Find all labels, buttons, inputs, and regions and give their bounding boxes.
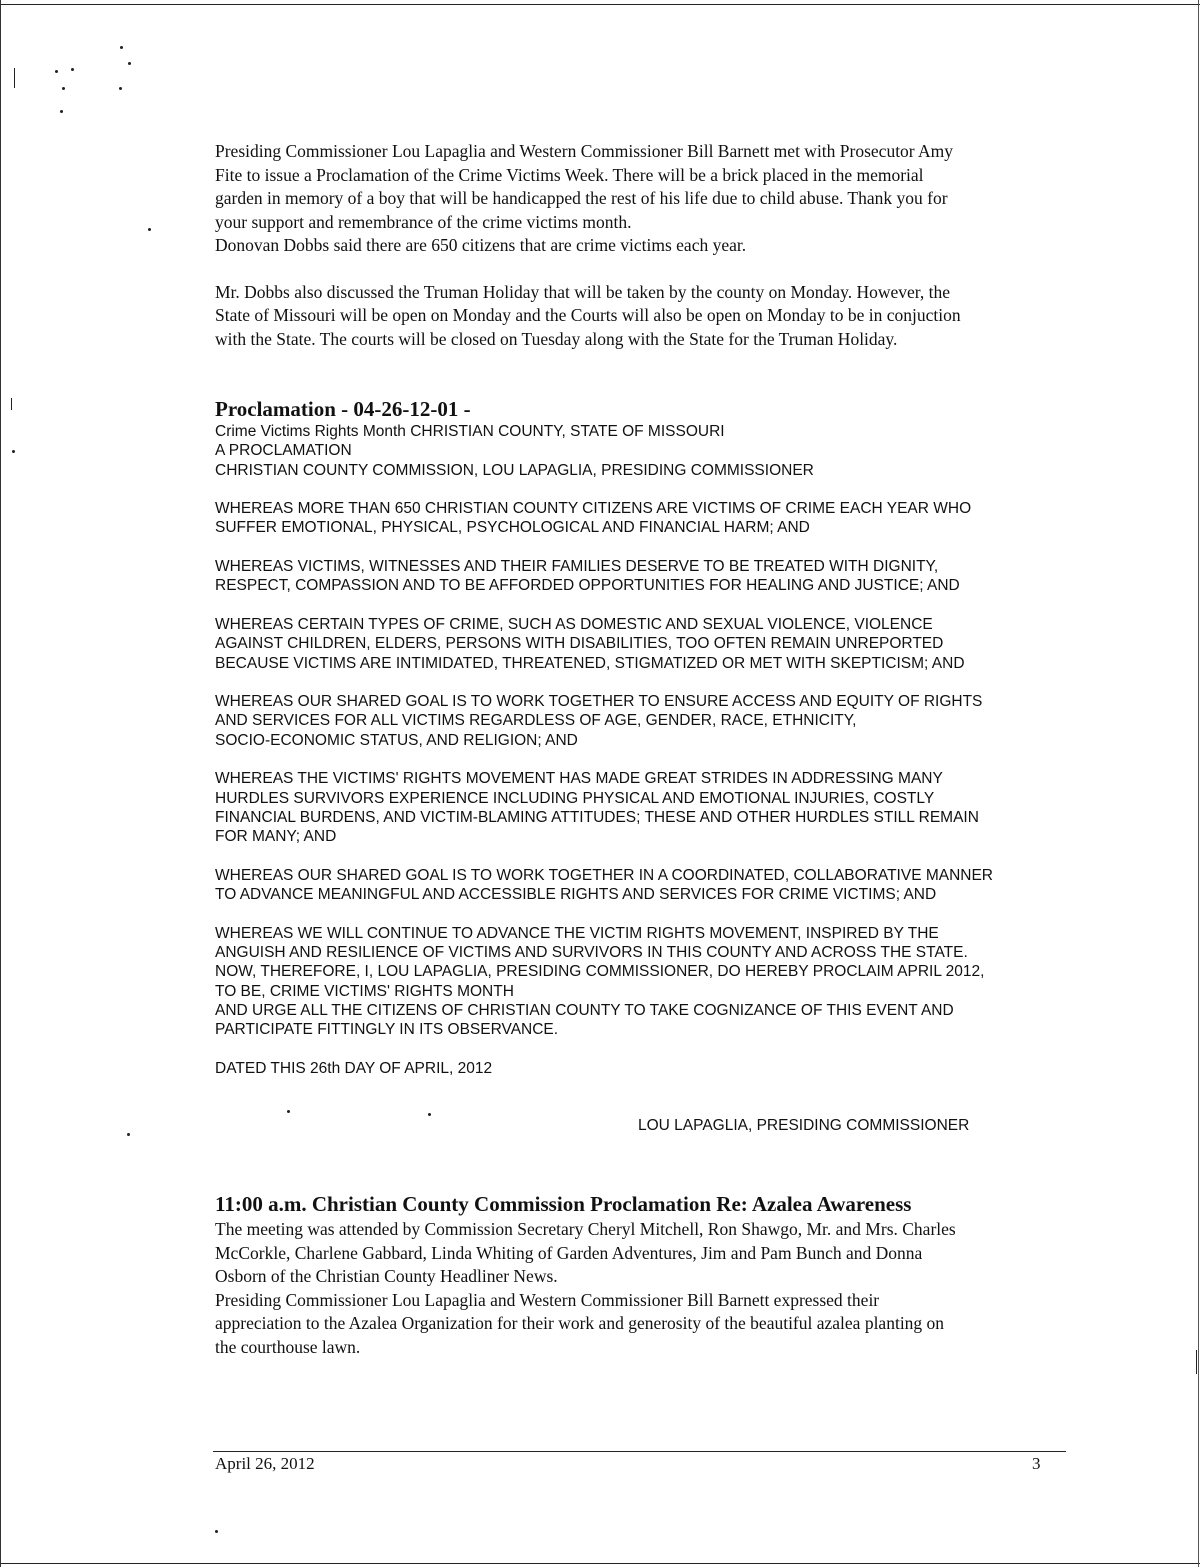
text-line: TO BE, CRIME VICTIMS' RIGHTS MONTH [215,982,514,1000]
text-line: The meeting was attended by Commission Secretary Cheryl Mitchell, Ron Shawgo, Mr. and Mrs. Charles [215,1219,956,1239]
text-line: FOR MANY; AND [215,828,337,846]
text-line: HURDLES SURVIVORS EXPERIENCE INCLUDING PHYSICAL AND EMOTIONAL INJURIES, COSTLY [215,789,935,807]
text-line: SUFFER EMOTIONAL, PHYSICAL, PSYCHOLOGICAL AND FINANCIAL HARM; AND [215,519,810,537]
scan-speck [55,70,58,73]
text-line: WHEREAS WE WILL CONTINUE TO ADVANCE THE VICTIM RIGHTS MOVEMENT, INSPIRED BY THE [215,924,939,942]
footer-date: April 26, 2012 [215,1454,315,1473]
text-line: Fite to issue a Proclamation of the Crime Victims Week. There will be a brick placed in the memorial [215,164,924,185]
page-number: 3 [1032,1454,1041,1473]
text-line: SOCIO-ECONOMIC STATUS, AND RELIGION; AND [215,731,578,749]
text-line: ANGUISH AND RESILIENCE OF VICTIMS AND SURVIVORS IN THIS COUNTY AND ACROSS THE STATE. [215,944,968,962]
scan-speck [60,110,63,113]
text-line: Presiding Commissioner Lou Lapaglia and Western Commissioner Bill Barnett met with Prosecutor Amy [215,141,954,161]
footer-rule [213,1451,1066,1452]
azalea-body [215,1218,1075,1359]
text-line: AND URGE ALL THE CITIZENS OF CHRISTIAN COUNTY TO TAKE COGNIZANCE OF THIS EVENT AND [215,1001,954,1019]
text-line: Presiding Commissioner Lou Lapaglia and Western Commissioner Bill Barnett expressed their [215,1289,880,1310]
text-line: Mr. Dobbs also discussed the Truman Holiday that will be taken by the county on Monday. However, the [215,281,951,302]
intro-paragraph [215,281,1075,352]
text-line: McCorkle, Charlene Gabbard, Linda Whiting of Garden Adventures, Jim and Pam Bunch and Donna [215,1242,923,1263]
text-line: PARTICIPATE FITTINGLY IN ITS OBSERVANCE. [215,1021,559,1039]
whereas-clause [215,866,1095,905]
text-line: with the State. The courts will be closed on Tuesday along with the State for the Truman Holiday. [215,328,898,349]
intro-paragraph: Donovan Dobbs said there are 650 citizens that are crime victims each year. [215,235,747,255]
text-line: WHEREAS MORE THAN 650 CHRISTIAN COUNTY CITIZENS ARE VICTIMS OF CRIME EACH YEAR WHO [215,500,972,518]
text-line: the courthouse lawn. [215,1336,361,1357]
text-line: FINANCIAL BURDENS, AND VICTIM-BLAMING ATTITUDES; THESE AND OTHER HURDLES STILL REMAIN [215,808,979,826]
text-line: AGAINST CHILDREN, ELDERS, PERSONS WITH DISABILITIES, TOO OFTEN REMAIN UNREPORTED [215,635,944,653]
text-line: WHEREAS CERTAIN TYPES OF CRIME, SUCH AS DOMESTIC AND SEXUAL VIOLENCE, VIOLENCE [215,615,933,633]
proclamation-closing [215,924,1095,1040]
text-line: appreciation to the Azalea Organization for their work and generosity of the beautiful azalea planting on [215,1313,945,1333]
text-line: NOW, THEREFORE, I, LOU LAPAGLIA, PRESIDING COMMISSIONER, DO HEREBY PROCLAIM APRIL 2012, [215,963,985,981]
proclamation-section [215,396,1095,1155]
scan-speck [215,1530,218,1533]
text-line: WHEREAS THE VICTIMS' RIGHTS MOVEMENT HAS MADE GREAT STRIDES IN ADDRESSING MANY [215,770,943,788]
text-line: BECAUSE VICTIMS ARE INTIMIDATED, THREATENED, STIGMATIZED OR MET WITH SKEPTICISM; AND [215,654,965,672]
signature-line: LOU LAPAGLIA, PRESIDING COMMISSIONER [638,1117,970,1135]
text-line: RESPECT, COMPASSION AND TO BE AFFORDED OPPORTUNITIES FOR HEALING AND JUSTICE; AND [215,577,960,595]
proclamation-body [215,422,1095,1135]
text-line: WHEREAS VICTIMS, WITNESSES AND THEIR FAMILIES DESERVE TO BE TREATED WITH DIGNITY, [215,558,939,576]
text-line: TO ADVANCE MEANINGFUL AND ACCESSIBLE RIGHTS AND SERVICES FOR CRIME VICTIMS; AND [215,886,937,904]
text-line: A PROCLAMATION [215,442,352,460]
text-line: WHEREAS OUR SHARED GOAL IS TO WORK TOGETHER IN A COORDINATED, COLLABORATIVE MANNER [215,866,994,884]
text-line: State of Missouri will be open on Monday and the Courts will also be open on Monday to be in conjuction [215,305,961,325]
scan-speck [71,68,74,71]
scan-right-edge [1198,0,1199,1567]
text-line: CHRISTIAN COUNTY COMMISSION, LOU LAPAGLIA, PRESIDING COMMISSIONER [215,461,814,479]
scan-left-edge [0,0,1,1567]
whereas-clause [215,692,1095,750]
scan-speck [62,87,65,90]
text-line: WHEREAS OUR SHARED GOAL IS TO WORK TOGETHER TO ENSURE ACCESS AND EQUITY OF RIGHTS [215,693,983,711]
whereas-clause [215,499,1095,538]
text-line: garden in memory of a boy that will be handicapped the rest of his life due to child abuse. Thank you for [215,188,948,208]
whereas-clause [215,615,1095,673]
whereas-clause [215,557,1095,596]
scan-top-edge [0,4,1200,5]
scan-mark [11,398,12,410]
scan-mark [1196,1350,1197,1374]
scan-speck [128,62,131,65]
scan-speck [119,87,122,90]
azalea-section [215,1190,1075,1359]
scan-speck [127,1133,130,1136]
proclamation-heading: Proclamation - 04-26-12-01 - [215,397,471,421]
scan-mark [14,68,15,88]
intro-section [215,140,1075,351]
scan-bottom-edge [0,1563,1200,1564]
intro-paragraph [215,140,1075,234]
scan-speck [12,450,15,453]
text-line: your support and remembrance of the crime victims month. [215,211,632,232]
dated-line: DATED THIS 26th DAY OF APRIL, 2012 [215,1059,493,1077]
proclamation-header [215,422,1095,480]
scan-speck [148,228,151,231]
whereas-clause [215,769,1095,846]
text-line: Osborn of the Christian County Headliner News. [215,1266,558,1286]
text-line: Crime Victims Rights Month CHRISTIAN COUNTY, STATE OF MISSOURI [215,423,725,440]
scan-speck [120,46,123,49]
azalea-heading: 11:00 a.m. Christian County Commission Proclamation Re: Azalea Awareness [215,1192,912,1216]
text-line: AND SERVICES FOR ALL VICTIMS REGARDLESS OF AGE, GENDER, RACE, ETHNICITY, [215,712,857,730]
